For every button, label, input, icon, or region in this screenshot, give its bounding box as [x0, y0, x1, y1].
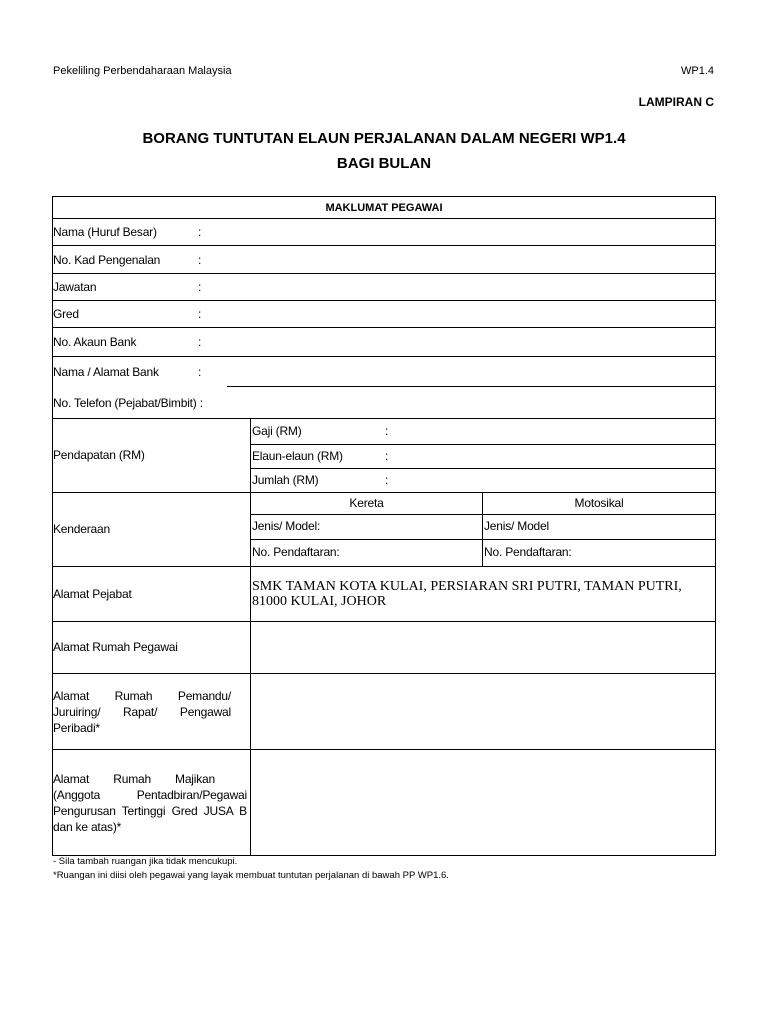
pendapatan-label: Pendapatan (RM): [53, 448, 145, 462]
border-right: [715, 196, 716, 856]
alamat-rumah-label: Alamat Rumah Pegawai: [53, 640, 178, 654]
lampiran-label: LAMPIRAN C: [638, 95, 714, 109]
field-colon-akaun-bank: :: [198, 335, 202, 349]
alamat-pejabat-value: SMK TAMAN KOTA KULAI, PERSIARAN SRI PUTRI, TAMAN PUTRI, 81000 KULAI, JOHOR: [252, 579, 682, 609]
field-colon-gred: :: [198, 307, 202, 321]
field-colon-nama: :: [198, 225, 202, 239]
motosikal-header: Motosikal: [574, 496, 624, 510]
majikan-label-line2: (Anggota Pentadbiran/Pegawai: [53, 788, 247, 802]
header-right: WP1.4: [680, 65, 714, 77]
gaji-label: Gaji (RM): [252, 424, 302, 438]
kereta-daftar-label: No. Pendaftaran:: [252, 545, 340, 559]
majikan-label-line4: dan ke atas)*: [53, 820, 122, 834]
field-label-jawatan: Jawatan: [53, 280, 97, 294]
alamat-pejabat-label: Alamat Pejabat: [53, 587, 132, 601]
pemandu-label-line3: Peribadi*: [53, 721, 100, 735]
kereta-jenis-label: Jenis/ Model:: [252, 519, 321, 533]
note-add-rows: - Sila tambah ruangan jika tidak mencukupi.: [53, 856, 238, 867]
field-label-akaun-bank: No. Akaun Bank: [53, 335, 137, 349]
field-label-nama: Nama (Huruf Besar): [53, 225, 157, 239]
majikan-label-line3: Pengurusan Tertinggi Gred JUSA B: [53, 804, 247, 818]
field-label-kad-pengenalan: No. Kad Pengenalan: [53, 253, 161, 267]
field-colon-alamat-bank: :: [198, 365, 202, 379]
pemandu-label-line2: Juruiring/ Rapat/ Pengawal: [53, 705, 231, 719]
jumlah-colon: :: [385, 473, 389, 487]
form-subtitle: BAGI BULAN: [336, 155, 432, 172]
field-colon-jawatan: :: [198, 280, 202, 294]
section-title: MAKLUMAT PEGAWAI: [325, 202, 443, 214]
field-colon-kad-pengenalan: :: [198, 253, 202, 267]
form-title: BORANG TUNTUTAN ELAUN PERJALANAN DALAM NEGERI WP1.4: [142, 130, 626, 147]
header-left: Pekeliling Perbendaharaan Malaysia: [53, 65, 232, 77]
kereta-header: Kereta: [349, 496, 384, 510]
elaun-colon: :: [385, 449, 389, 463]
field-label-alamat-bank: Nama / Alamat Bank: [53, 365, 159, 379]
motosikal-daftar-label: No. Pendaftaran:: [484, 545, 572, 559]
kenderaan-label: Kenderaan: [53, 522, 110, 536]
divider-label-column: [250, 418, 251, 856]
motosikal-jenis-label: Jenis/ Model: [484, 519, 549, 533]
field-label-gred: Gred: [53, 307, 79, 321]
majikan-label-line1: Alamat Rumah Majikan: [53, 772, 215, 786]
gaji-colon: :: [385, 424, 389, 438]
elaun-label: Elaun-elaun (RM): [252, 449, 343, 463]
note-eligibility: *Ruangan ini diisi oleh pegawai yang layak membuat tuntutan perjalanan di bawah PP WP1.6.: [53, 870, 449, 881]
maklumat-pegawai-form: [52, 196, 716, 856]
field-label-telefon: No. Telefon (Pejabat/Bimbit) :: [53, 396, 203, 410]
jumlah-label: Jumlah (RM): [252, 473, 319, 487]
pemandu-label-line1: Alamat Rumah Pemandu/: [53, 689, 231, 703]
